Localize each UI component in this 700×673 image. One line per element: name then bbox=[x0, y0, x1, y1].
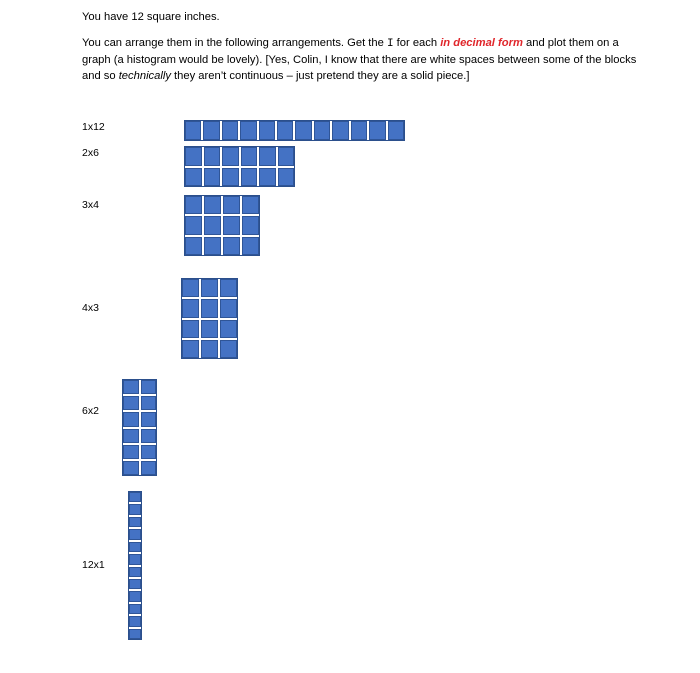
square-block bbox=[220, 299, 237, 317]
arrangement-3x4-blocks bbox=[184, 195, 260, 256]
square-block bbox=[185, 121, 201, 140]
square-block bbox=[220, 320, 237, 338]
intro-line bbox=[82, 9, 642, 25]
square-block bbox=[388, 121, 404, 140]
square-block bbox=[241, 147, 258, 166]
square-block bbox=[123, 412, 139, 426]
square-block bbox=[123, 461, 139, 475]
square-block bbox=[222, 121, 238, 140]
square-block bbox=[182, 279, 199, 297]
label-6x2: 6x2 bbox=[82, 405, 99, 417]
square-block bbox=[242, 216, 259, 234]
square-block bbox=[185, 216, 202, 234]
square-block bbox=[129, 616, 141, 626]
label-2x6: 2x6 bbox=[82, 147, 99, 159]
square-block bbox=[259, 168, 276, 187]
square-block bbox=[129, 629, 141, 639]
instructions-part-a: You can arrange them in the following arrangements. Get the bbox=[82, 37, 387, 49]
square-block bbox=[332, 121, 348, 140]
square-block bbox=[259, 147, 276, 166]
square-block bbox=[278, 147, 295, 166]
square-block bbox=[204, 196, 221, 214]
square-block bbox=[223, 196, 240, 214]
square-block bbox=[222, 168, 239, 187]
symbol-i: I bbox=[386, 38, 394, 50]
instructions-part-b: for each bbox=[393, 37, 441, 49]
square-block bbox=[278, 168, 295, 187]
square-block bbox=[220, 279, 237, 297]
square-block bbox=[129, 542, 141, 552]
square-block bbox=[129, 567, 141, 577]
square-block bbox=[314, 121, 330, 140]
label-4x3: 4x3 bbox=[82, 302, 99, 314]
square-block bbox=[129, 591, 141, 601]
square-block bbox=[295, 121, 311, 140]
square-block bbox=[201, 299, 218, 317]
square-block bbox=[141, 412, 157, 426]
square-block bbox=[240, 121, 256, 140]
square-block bbox=[204, 237, 221, 255]
square-block bbox=[185, 168, 202, 187]
instructions-paragraph bbox=[82, 35, 642, 84]
instructions-part-d: they aren’t continuous – just pretend they are a solid piece.] bbox=[170, 70, 470, 82]
square-block bbox=[141, 429, 157, 443]
square-block bbox=[185, 196, 202, 214]
square-block bbox=[141, 445, 157, 459]
square-block bbox=[123, 445, 139, 459]
square-block bbox=[129, 517, 141, 527]
arrangement-2x6-blocks bbox=[184, 146, 295, 187]
square-block bbox=[242, 196, 259, 214]
square-block bbox=[129, 529, 141, 539]
square-block bbox=[201, 279, 218, 297]
square-block bbox=[129, 604, 141, 614]
square-block bbox=[182, 340, 199, 358]
square-block bbox=[201, 340, 218, 358]
intro-text: You have 12 square inches. bbox=[82, 11, 220, 23]
square-block bbox=[277, 121, 293, 140]
square-block bbox=[204, 168, 221, 187]
square-block bbox=[242, 237, 259, 255]
square-block bbox=[259, 121, 275, 140]
arrangement-12x1-blocks bbox=[128, 491, 142, 640]
square-block bbox=[129, 504, 141, 514]
square-block bbox=[204, 216, 221, 234]
square-block bbox=[141, 380, 157, 394]
arrangement-4x3-blocks bbox=[181, 278, 238, 359]
square-block bbox=[223, 237, 240, 255]
square-block bbox=[241, 168, 258, 187]
square-block bbox=[185, 237, 202, 255]
square-block bbox=[203, 121, 219, 140]
arrangement-6x2-blocks bbox=[122, 379, 157, 476]
decimal-form-emphasis: in decimal form bbox=[440, 37, 523, 49]
square-block bbox=[123, 380, 139, 394]
square-block bbox=[123, 396, 139, 410]
square-block bbox=[220, 340, 237, 358]
square-block bbox=[201, 320, 218, 338]
square-block bbox=[123, 429, 139, 443]
square-block bbox=[141, 396, 157, 410]
square-block bbox=[223, 216, 240, 234]
square-block bbox=[351, 121, 367, 140]
square-block bbox=[182, 320, 199, 338]
square-block bbox=[141, 461, 157, 475]
square-block bbox=[369, 121, 385, 140]
label-3x4: 3x4 bbox=[82, 199, 99, 211]
instructions-part-c: and plot them on a graph (a histogram would be lovely). [Yes, Colin, I know that there are white spaces between some of the blocks and so bbox=[82, 37, 637, 82]
square-block bbox=[129, 579, 141, 589]
square-block bbox=[129, 554, 141, 564]
arrangement-1x12-blocks bbox=[184, 120, 405, 141]
square-block bbox=[204, 147, 221, 166]
square-block bbox=[222, 147, 239, 166]
square-block bbox=[129, 492, 141, 502]
square-block bbox=[182, 299, 199, 317]
square-block bbox=[185, 147, 202, 166]
technically-italic: technically bbox=[118, 70, 171, 82]
label-1x12: 1x12 bbox=[82, 121, 105, 133]
label-12x1: 12x1 bbox=[82, 559, 105, 571]
